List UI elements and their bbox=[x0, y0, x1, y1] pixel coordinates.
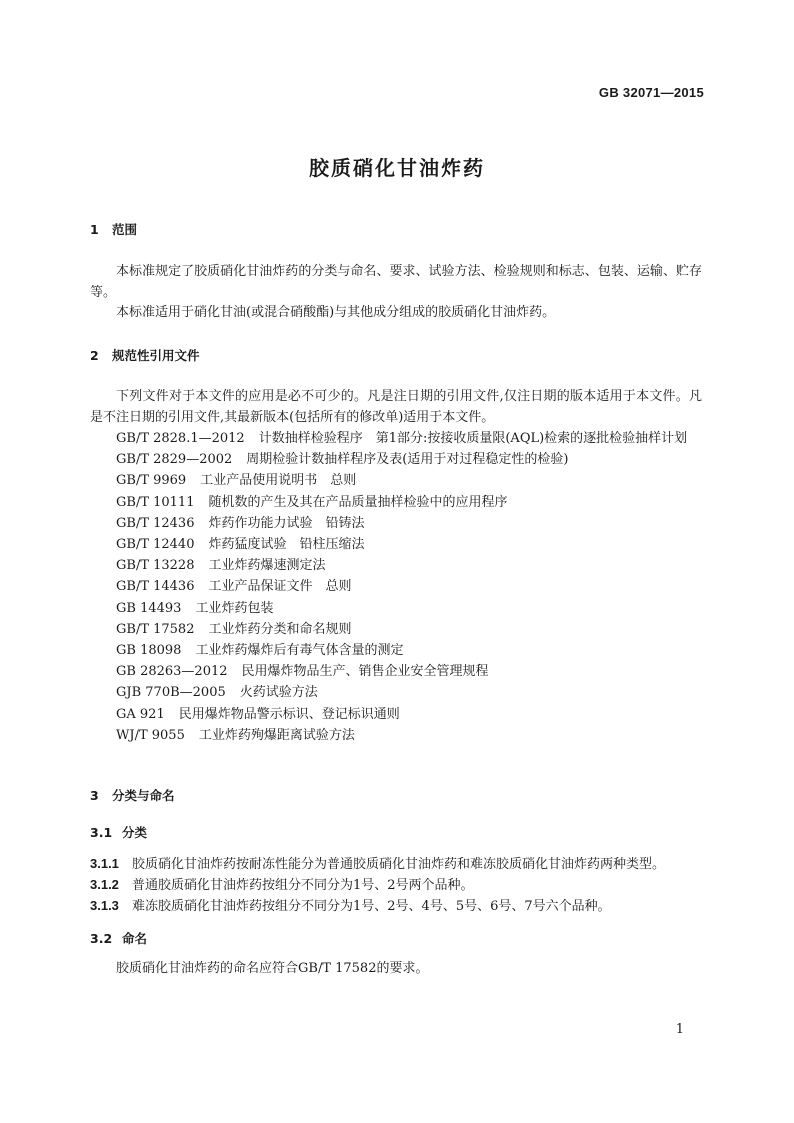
reference-item bbox=[90, 725, 702, 746]
reference-title: 工业炸药分类和命名规则 bbox=[208, 621, 352, 637]
reference-code: GB/T 2829—2002 bbox=[116, 452, 233, 468]
subsection-3-2-title: 命名 bbox=[122, 931, 148, 946]
reference-item bbox=[90, 534, 702, 555]
section-3-heading bbox=[90, 786, 175, 804]
reference-title: 周期检验计数抽样程序及表(适用于对过程稳定性的检验) bbox=[246, 452, 569, 468]
reference-code: GB 28263—2012 bbox=[116, 664, 228, 680]
section-3-number: 3 bbox=[90, 788, 99, 803]
clause-3-1-1 bbox=[90, 853, 702, 875]
reference-code: GB/T 2828.1—2012 bbox=[116, 431, 245, 446]
section-2-number: 2 bbox=[90, 348, 99, 363]
reference-item bbox=[90, 513, 702, 534]
reference-item bbox=[90, 449, 702, 470]
reference-code: GB/T 12440 bbox=[116, 537, 195, 553]
reference-title: 工业炸药包装 bbox=[195, 600, 274, 616]
reference-code: GB/T 14436 bbox=[116, 579, 195, 595]
standard-code: GB 32071—2015 bbox=[598, 85, 704, 100]
section-3-title: 分类与命名 bbox=[112, 788, 175, 803]
clause-number: 3.1.2 bbox=[90, 877, 119, 892]
normative-references-list bbox=[90, 428, 702, 746]
reference-code: GB 18098 bbox=[116, 643, 182, 659]
reference-title: 随机数的产生及其在产品质量抽样检验中的应用程序 bbox=[208, 494, 508, 510]
clause-number: 3.1.1 bbox=[90, 856, 119, 871]
reference-title: 工业产品保证文件 总则 bbox=[208, 579, 352, 595]
reference-title: 工业产品使用说明书 总则 bbox=[200, 473, 357, 489]
reference-item bbox=[90, 576, 702, 597]
section-1-paragraph-1: 本标准规定了胶质硝化甘油炸药的分类与命名、要求、试验方法、检验规则和标志、包装、运输、贮存等。 bbox=[90, 264, 702, 300]
reference-title: 工业炸药殉爆距离试验方法 bbox=[198, 727, 355, 743]
subsection-3-2-number: 3.2 bbox=[90, 931, 113, 946]
subsection-3-1-title: 分类 bbox=[122, 825, 148, 840]
subsection-3-1-number: 3.1 bbox=[90, 825, 113, 840]
reference-title: 工业炸药爆速测定法 bbox=[208, 558, 326, 574]
reference-title: 民用爆炸物品生产、销售企业安全管理规程 bbox=[241, 664, 489, 680]
section-1-number: 1 bbox=[90, 222, 99, 237]
section-1-heading bbox=[90, 220, 137, 238]
reference-item bbox=[90, 598, 702, 619]
reference-item bbox=[90, 492, 702, 513]
reference-code: GB/T 12436 bbox=[116, 515, 195, 531]
clause-3-1-2 bbox=[90, 874, 702, 896]
reference-title: 炸药作功能力试验 铅铸法 bbox=[208, 515, 365, 531]
section-2-title: 规范性引用文件 bbox=[112, 348, 200, 363]
document-title: 胶质硝化甘油炸药 bbox=[309, 156, 485, 180]
reference-title: 民用爆炸物品警示标识、登记标识通则 bbox=[178, 706, 400, 722]
reference-item bbox=[90, 470, 702, 491]
section-2-intro: 下列文件对于本文件的应用是必不可少的。凡是注日期的引用文件,仅注日期的版本适用于本文件。凡是不注日期的引用文件,其最新版本(包括所有的修改单)适用于本文件。 bbox=[90, 389, 702, 425]
section-2-heading bbox=[90, 346, 200, 364]
reference-code: GB/T 9969 bbox=[116, 473, 187, 489]
reference-code: GB/T 17582 bbox=[116, 621, 195, 637]
reference-item bbox=[90, 619, 702, 640]
reference-title: 工业炸药爆炸后有毒气体含量的测定 bbox=[195, 643, 404, 659]
reference-item bbox=[90, 661, 702, 682]
reference-item bbox=[90, 428, 702, 449]
reference-item bbox=[90, 682, 702, 703]
reference-code: GB/T 13228 bbox=[116, 558, 195, 574]
reference-code: WJ/T 9055 bbox=[116, 727, 185, 743]
page-number: 1 bbox=[675, 1022, 684, 1037]
reference-code: GJB 770B—2005 bbox=[116, 685, 226, 701]
subsection-3-1-heading bbox=[90, 823, 147, 841]
section-1-paragraph-2: 本标准适用于硝化甘油(或混合硝酸酯)与其他成分组成的胶质硝化甘油炸药。 bbox=[116, 305, 556, 320]
clause-text: 普通胶质硝化甘油炸药按组分不同分为1号、2号两个品种。 bbox=[132, 878, 474, 893]
clause-text: 难冻胶质硝化甘油炸药按组分不同分为1号、2号、4号、5号、6号、7号六个品种。 bbox=[132, 899, 611, 914]
reference-code: GB 14493 bbox=[116, 600, 182, 616]
reference-item bbox=[90, 640, 702, 661]
reference-title: 计数抽样检验程序 第1部分:按接收质量限(AQL)检索的逐批检验抽样计划 bbox=[258, 431, 688, 446]
reference-item bbox=[90, 704, 702, 725]
clause-3-1-3 bbox=[90, 895, 702, 917]
subsection-3-2-text: 胶质硝化甘油炸药的命名应符合GB/T 17582的要求。 bbox=[116, 961, 429, 976]
section-1-title: 范围 bbox=[112, 222, 138, 237]
subsection-3-2-heading bbox=[90, 929, 147, 947]
reference-title: 火药试验方法 bbox=[239, 685, 318, 701]
clause-number: 3.1.3 bbox=[90, 898, 119, 913]
reference-item bbox=[90, 555, 702, 576]
reference-title: 炸药猛度试验 铅柱压缩法 bbox=[208, 537, 365, 553]
reference-code: GA 921 bbox=[116, 706, 165, 722]
reference-code: GB/T 10111 bbox=[116, 494, 195, 510]
clause-text: 胶质硝化甘油炸药按耐冻性能分为普通胶质硝化甘油炸药和难冻胶质硝化甘油炸药两种类型。 bbox=[132, 857, 666, 872]
